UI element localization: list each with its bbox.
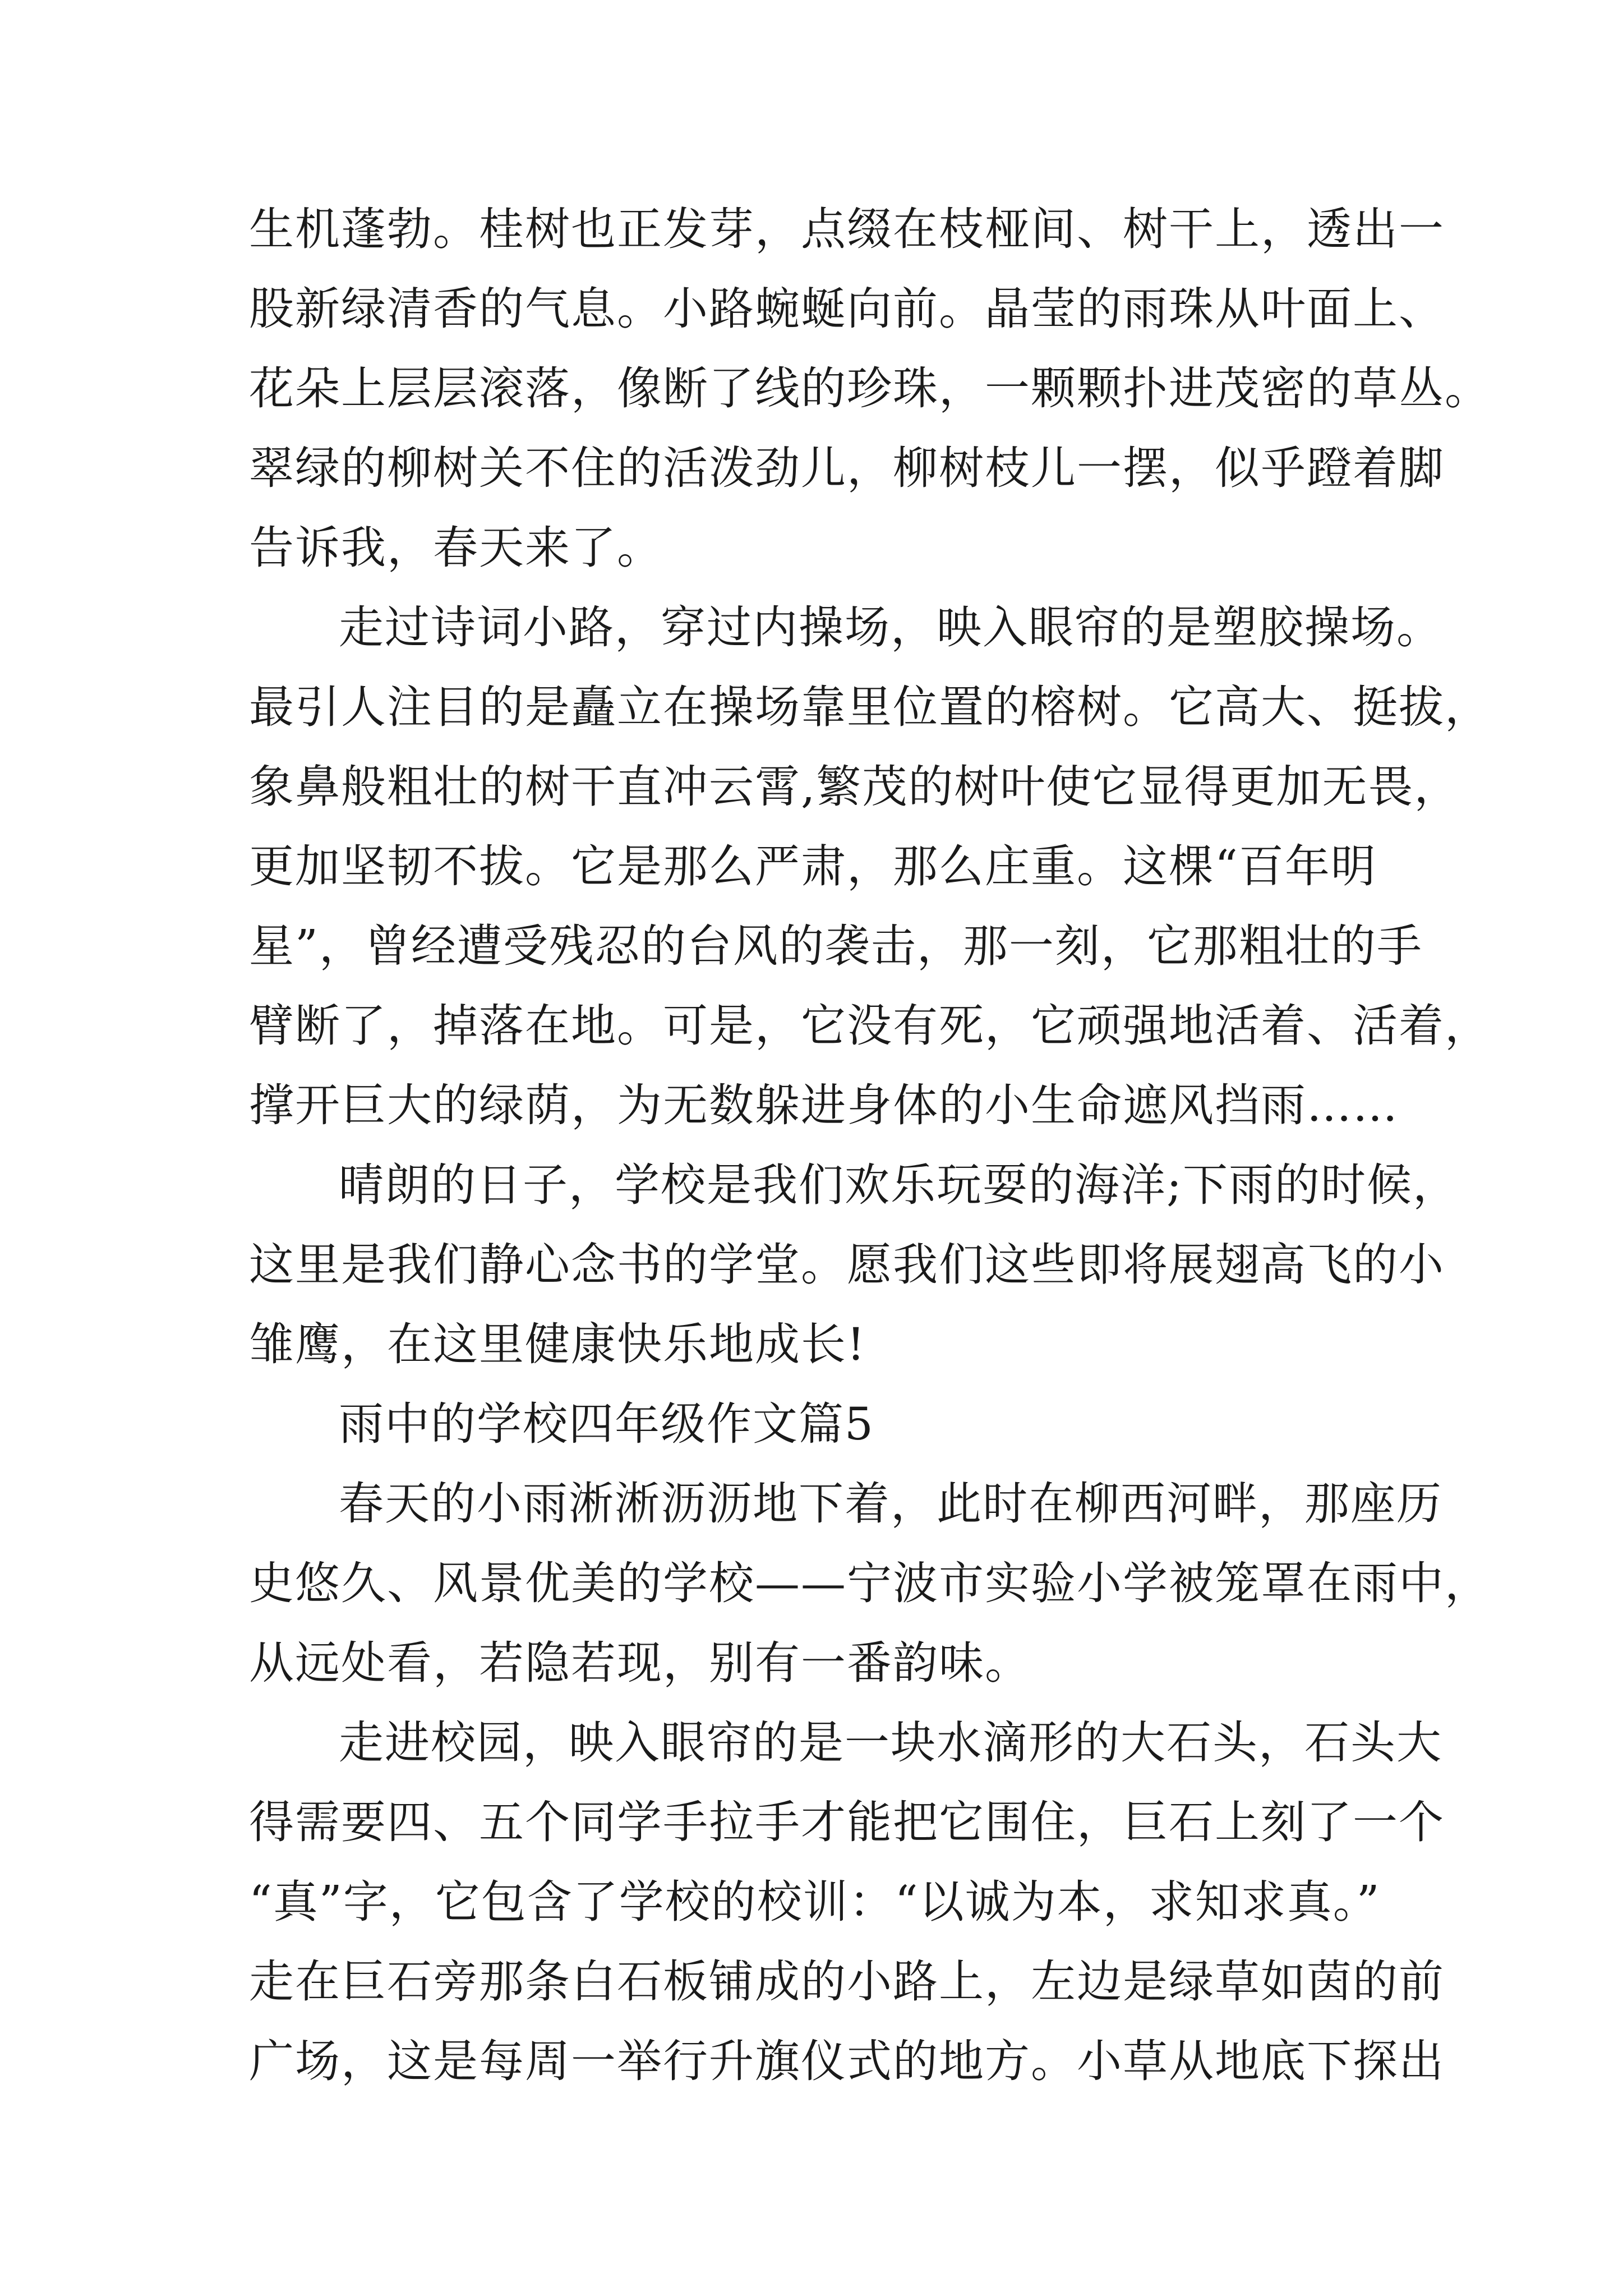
text-line: 告诉我，春天来了。 xyxy=(249,522,663,574)
text-line: 得需要四、五个同学手拉手才能把它围住，巨石上刻了一个 xyxy=(249,1796,1445,1848)
text-line: 撑开巨大的绿荫，为无数躲进身体的小生命遮风挡雨…… xyxy=(249,1079,1399,1131)
text-line: 走进校园，映入眼帘的是一块水滴形的大石头，石头大 xyxy=(339,1717,1442,1769)
paragraph xyxy=(249,190,1491,588)
paragraph xyxy=(249,1145,1459,1384)
text-line: 史悠久、风景优美的学校——宁波市实验小学被笼罩在雨中， xyxy=(249,1557,1491,1609)
text-line: 最引人注目的是矗立在操场靠里位置的榕树。它高大、挺拔， xyxy=(249,681,1491,733)
text-line: 春天的小雨淅淅沥沥地下着，此时在柳西河畔，那座历 xyxy=(339,1478,1442,1530)
section-heading xyxy=(249,1384,1393,1464)
text-line: 晴朗的日子，学校是我们欢乐玩耍的海洋;下雨的时候， xyxy=(339,1159,1459,1211)
text-line: 臂断了，掉落在地。可是，它没有死，它顽强地活着、活着， xyxy=(249,1000,1491,1052)
paragraph xyxy=(249,1703,1445,2101)
text-line: 花朵上层层滚落，像断了线的珍珠，一颗颗扑进茂密的草丛。 xyxy=(249,362,1491,415)
text-line: 星”，曾经遭受残忍的台风的袭击，那一刻，它那粗壮的手 xyxy=(249,920,1423,972)
text-line: “真”字，它包含了学校的校训：“以诚为本，求知求真。” xyxy=(249,1876,1381,1928)
text-line: 雏鹰，在这里健康快乐地成长! xyxy=(249,1318,866,1370)
text-line: 象鼻般粗壮的树干直冲云霄,繁茂的树叶使它显得更加无畏， xyxy=(249,761,1460,813)
text-line: 生机蓬勃。桂树也正发芽，点缀在枝桠间、树干上，透出一 xyxy=(249,203,1445,255)
text-line: 这里是我们静心念书的学堂。愿我们这些即将展翅高飞的小 xyxy=(249,1239,1445,1291)
text-line: 更加坚韧不拔。它是那么严肃，那么庄重。这棵“百年明 xyxy=(249,840,1377,892)
document-body xyxy=(249,190,1491,2101)
text-line: 走在巨石旁那条白石板铺成的小路上，左边是绿草如茵的前 xyxy=(249,1955,1445,2008)
paragraph xyxy=(249,588,1491,1145)
text-line: 翠绿的柳树关不住的活泼劲儿，柳树枝儿一摆，似乎蹬着脚 xyxy=(249,442,1445,494)
text-line: 股新绿清香的气息。小路蜿蜒向前。晶莹的雨珠从叶面上、 xyxy=(249,283,1445,335)
text-line: 广场，这是每周一举行升旗仪式的地方。小草从地底下探出 xyxy=(249,2035,1445,2087)
heading-text: 雨中的学校四年级作文篇5 xyxy=(339,1398,874,1450)
paragraph xyxy=(249,1464,1491,1703)
text-line: 从远处看，若隐若现，别有一番韵味。 xyxy=(249,1637,1031,1689)
text-line: 走过诗词小路，穿过内操场，映入眼帘的是塑胶操场。 xyxy=(339,601,1442,654)
